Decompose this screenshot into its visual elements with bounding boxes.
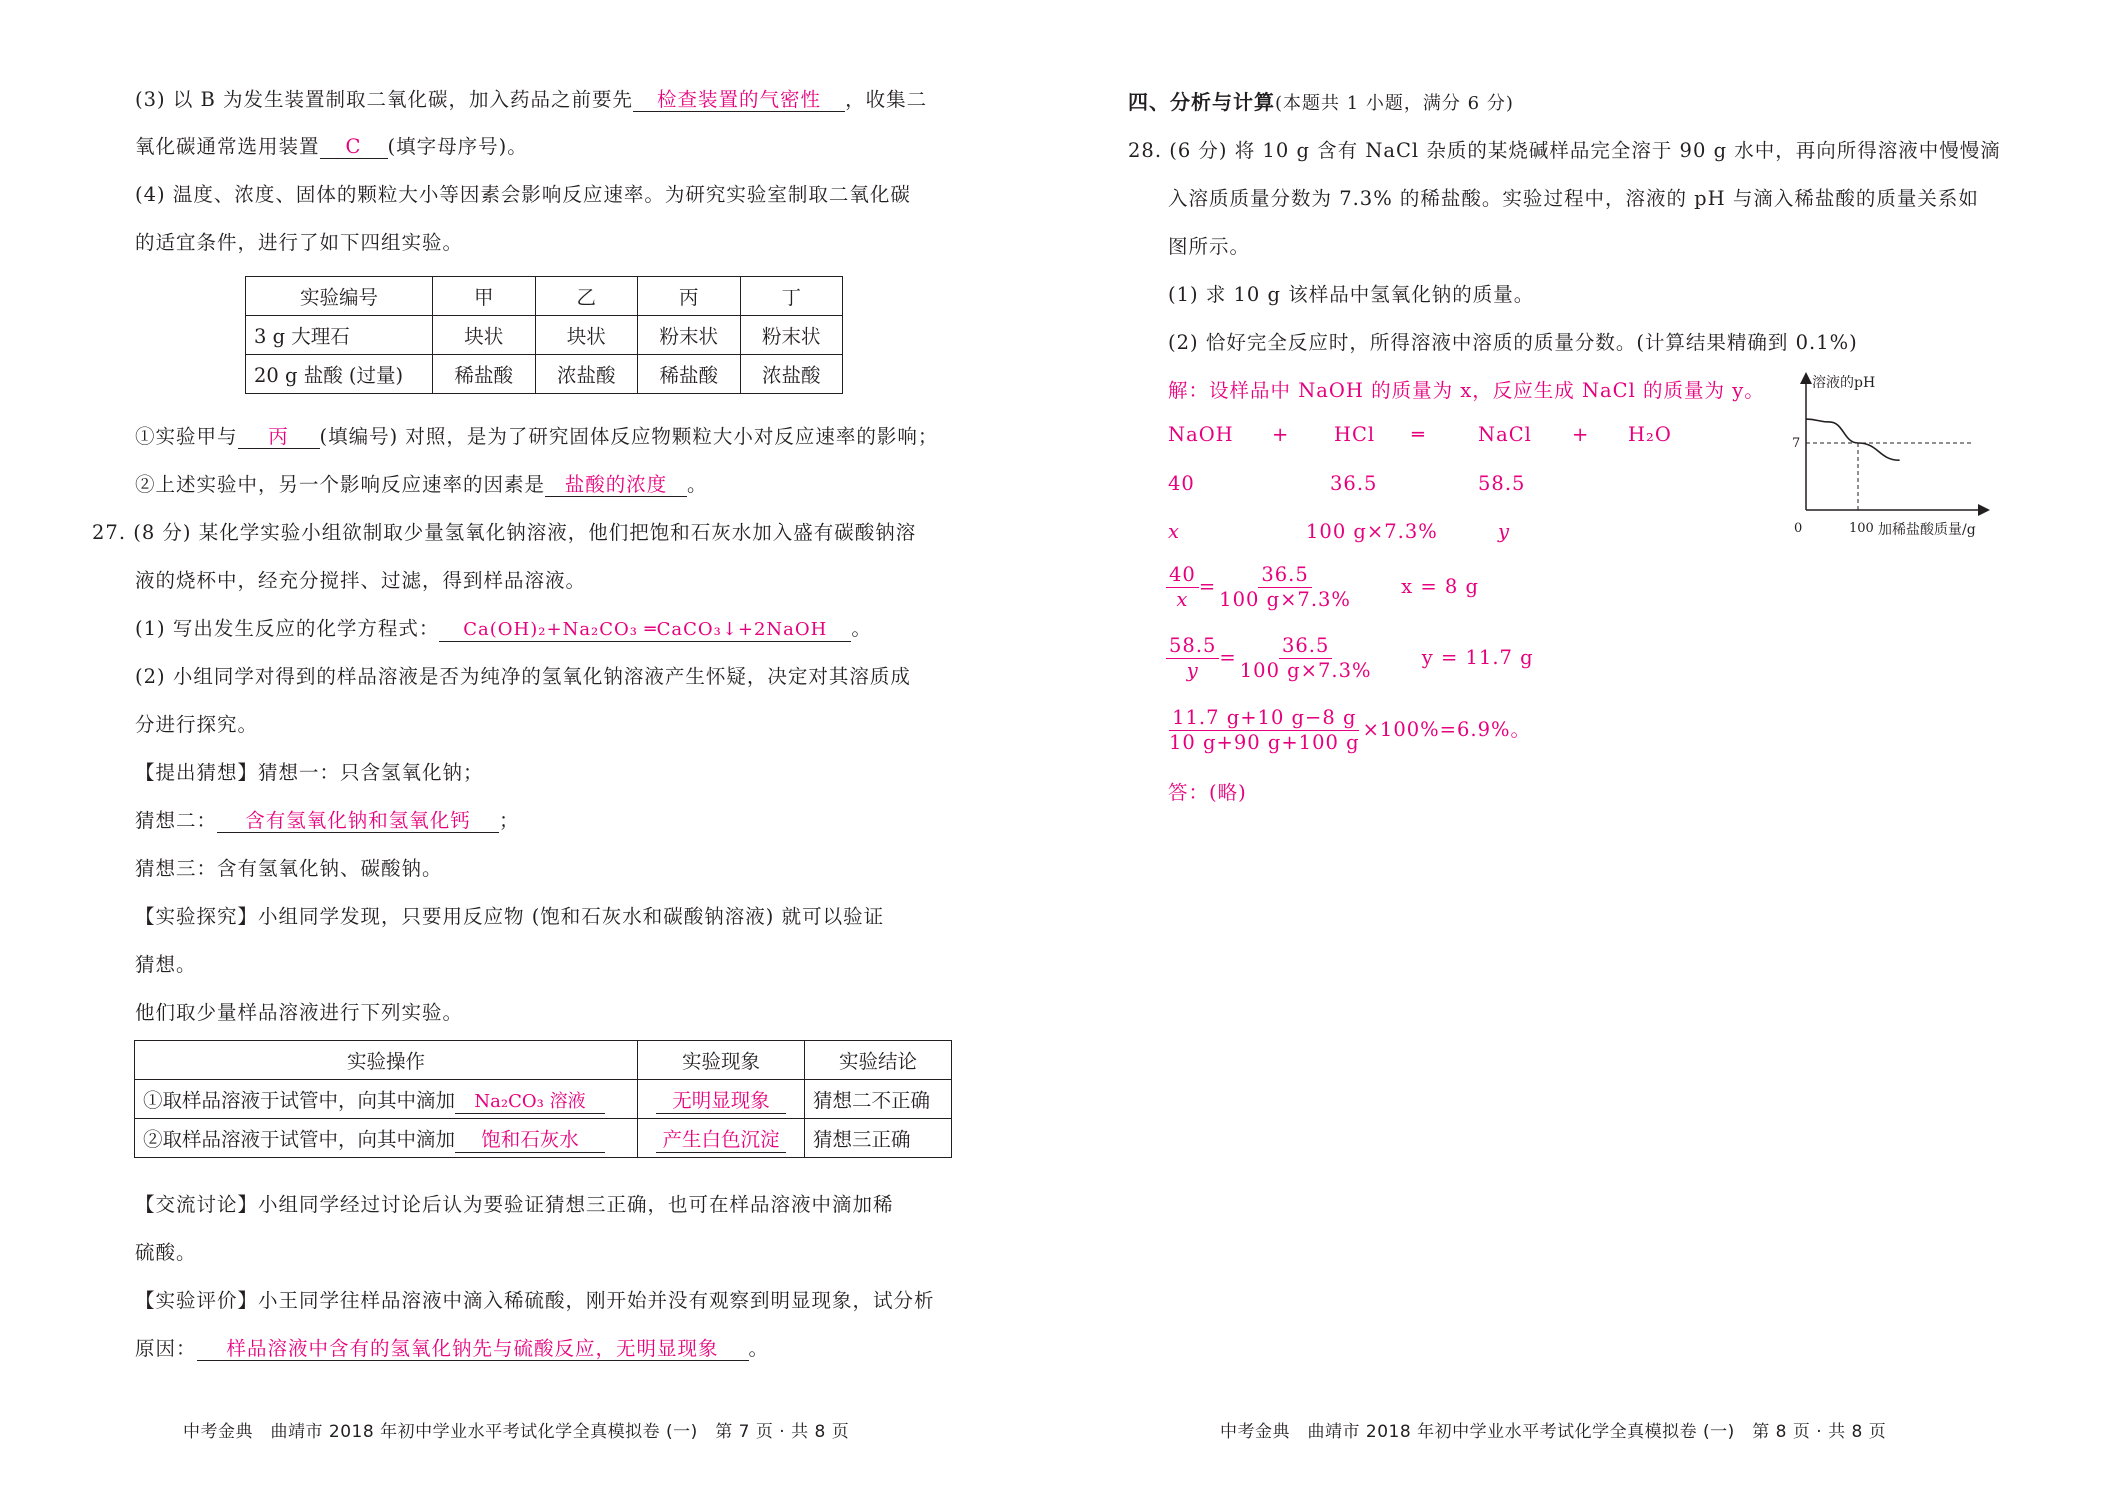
proportion-2: $\frac{58.5}{y}$ = $\frac{36.5}{100 g\times 7.3\%}$ y = 11.7 g xyxy=(1166,634,1534,683)
mass-hcl: 36.5 xyxy=(1330,472,1378,495)
q27-1-line: (1) 写出发生反应的化学方程式： Ca(OH)₂+Na₂CO₃ ═CaCO₃↓+2NaOH 。 xyxy=(135,617,872,640)
q4a-answer: 丙 xyxy=(238,426,320,449)
q3-answer2: C xyxy=(320,136,388,159)
section-title: 四、分析与计算 xyxy=(1128,90,1275,114)
row1-reagent-answer: Na₂CO₃ 溶液 xyxy=(455,1087,605,1114)
y-axis-label: 溶液的pH xyxy=(1812,375,1876,391)
q3-answer1: 检查装置的气密性 xyxy=(633,89,845,112)
x-tick-100: 100 xyxy=(1849,521,1874,536)
q3-line1: (3) 以 B 为发生装置制取二氧化碳，加入药品之前要先 检查装置的气密性 ，收集二 xyxy=(135,88,928,111)
guess2-answer: 含有氢氧化钠和氢氧化钙 xyxy=(217,810,499,833)
eq-plus-1: + xyxy=(1272,423,1290,446)
eval-answer: 样品溶液中含有的氢氧化钠先与硫酸反应，无明显现象 xyxy=(197,1338,749,1361)
q27-1-answer: Ca(OH)₂+Na₂CO₃ ═CaCO₃↓+2NaOH xyxy=(439,620,851,642)
guess3-line: 猜想三：含有氢氧化钠、碳酸钠。 xyxy=(135,857,443,880)
guess-title: 【提出猜想】猜想一：只含氢氧化钠； xyxy=(135,761,484,784)
proportion-1: $\frac{40}{x}$ = $\frac{36.5}{100 g\times 7.3\%}$ x = 8 g xyxy=(1166,563,1479,612)
discuss-line1: 【交流讨论】小组同学经过讨论后认为要验证猜想三正确，也可在样品溶液中滴加稀 xyxy=(135,1193,894,1216)
q3-line2: 氧化碳通常选用装置 C (填字母序号)。 xyxy=(135,135,528,158)
row1-phenomenon-answer: 无明显现象 xyxy=(656,1085,786,1114)
q28-1: (1) 求 10 g 该样品中氢氧化钠的质量。 xyxy=(1168,283,1535,306)
q27-line1: 27. (8 分) 某化学实验小组欲制取少量氢氧化钠溶液，他们把饱和石灰水加入盛有碳酸钠溶 xyxy=(92,521,917,544)
mass-fraction-calc: $\frac{11.7 g+10 g-8 g}{10 g+90 g+100 g}$ ×100%=6.9%。 xyxy=(1169,706,1532,754)
table-row: 20 g 盐酸 (过量) 稀盐酸 浓盐酸 稀盐酸 浓盐酸 xyxy=(246,355,843,394)
eq-hcl: HCl xyxy=(1334,423,1376,446)
explore-line3: 他们取少量样品溶液进行下列实验。 xyxy=(135,1001,464,1024)
unknown-x: x xyxy=(1168,520,1180,543)
q4-line2: 的适宜条件，进行了如下四组实验。 xyxy=(135,231,464,254)
q4b-line: ②上述实验中，另一个影响反应速率的因素是 盐酸的浓度 。 xyxy=(135,473,708,496)
right-footer: 中考金典 曲靖市 2018 年初中学业水平考试化学全真模拟卷 (一) 第 8 页 · 共 8 页 xyxy=(1220,1422,1887,1442)
eval-line1: 【实验评价】小王同学往样品溶液中滴入稀硫酸，刚开始并没有观察到明显现象，试分析 xyxy=(135,1289,935,1312)
table-row: 实验编号 甲 乙 丙 丁 xyxy=(246,277,843,316)
q27-line2: 液的烧杯中，经充分搅拌、过滤，得到样品溶液。 xyxy=(135,569,587,592)
eq-nacl: NaCl xyxy=(1478,423,1532,446)
ph-curve xyxy=(1806,419,1900,460)
y-tick-7: 7 xyxy=(1792,436,1801,451)
eq-equals: ═ xyxy=(1412,423,1425,446)
q27-2-line1: (2) 小组同学对得到的样品溶液是否为纯净的氢氧化钠溶液产生怀疑，决定对其溶质成 xyxy=(135,665,911,688)
result-x: x = 8 g xyxy=(1401,575,1479,598)
eval-line2: 原因： 样品溶液中含有的氢氧化钠先与硫酸反应，无明显现象 。 xyxy=(135,1337,770,1360)
q28-line2: 入溶质质量分数为 7.3% 的稀盐酸。实验过程中，溶液的 pH 与滴入稀盐酸的质量关系如 xyxy=(1168,187,1979,210)
mass-naoh: 40 xyxy=(1168,472,1195,495)
section-title-line: 四、分析与计算(本题共 1 小题，满分 6 分) xyxy=(1128,90,1514,114)
solution-intro: 解：设样品中 NaOH 的质量为 x，反应生成 NaCl 的质量为 y。 xyxy=(1168,379,1765,402)
q4a-line: ①实验甲与 丙 (填编号) 对照，是为了研究固体反应物颗粒大小对反应速率的影响； xyxy=(135,425,939,448)
x-axis-label: 加稀盐酸质量/g xyxy=(1878,522,1976,538)
row2-reagent-answer: 饱和石灰水 xyxy=(455,1124,605,1153)
answer-line: 答：(略) xyxy=(1168,781,1247,804)
result-y: y = 11.7 g xyxy=(1421,646,1534,669)
eq-h2o: H₂O xyxy=(1628,423,1672,446)
q28-line1: 28. (6 分) 将 10 g 含有 NaCl 杂质的某烧碱样品完全溶于 90 g 水中，再向所得溶液中慢慢滴 xyxy=(1128,139,2001,162)
eq-plus-2: + xyxy=(1572,423,1590,446)
table-row: ②取样品溶液于试管中，向其中滴加 饱和石灰水 产生白色沉淀 猜想三正确 xyxy=(135,1119,952,1158)
row2-phenomenon-answer: 产生白色沉淀 xyxy=(656,1124,786,1153)
mass-nacl: 58.5 xyxy=(1478,472,1526,495)
unknown-hcl-mass: 100 g×7.3% xyxy=(1306,520,1438,543)
left-footer: 中考金典 曲靖市 2018 年初中学业水平考试化学全真模拟卷 (一) 第 7 页 · 共 8 页 xyxy=(183,1422,850,1442)
table-row: 实验操作 实验现象 实验结论 xyxy=(135,1041,952,1080)
q4-line1: (4) 温度、浓度、固体的颗粒大小等因素会影响反应速率。为研究实验室制取二氧化碳 xyxy=(135,183,911,206)
q27-2-line2: 分进行探究。 xyxy=(135,713,259,736)
unknown-y: y xyxy=(1498,520,1511,543)
experiment-table-2 xyxy=(134,1040,952,1158)
experiment-table-1 xyxy=(245,276,843,394)
q28-line3: 图所示。 xyxy=(1168,235,1251,258)
table-row: ①取样品溶液于试管中，向其中滴加 Na₂CO₃ 溶液 无明显现象 猜想二不正确 xyxy=(135,1080,952,1119)
q4b-answer: 盐酸的浓度 xyxy=(545,474,687,497)
ph-chart xyxy=(1772,368,2002,538)
origin-label: 0 xyxy=(1794,521,1803,536)
discuss-line2: 硫酸。 xyxy=(135,1241,197,1264)
explore-line1: 【实验探究】小组同学发现，只要用反应物 (饱和石灰水和碳酸钠溶液) 就可以验证 xyxy=(135,905,885,928)
guess2-line: 猜想二： 含有氢氧化钠和氢氧化钙 ； xyxy=(135,809,520,832)
explore-line2: 猜想。 xyxy=(135,953,197,976)
eq-naoh: NaOH xyxy=(1168,423,1234,446)
q28-2: (2) 恰好完全反应时，所得溶液中溶质的质量分数。(计算结果精确到 0.1%) xyxy=(1168,331,1858,354)
table-row: 3 g 大理石 块状 块状 粉末状 粉末状 xyxy=(246,316,843,355)
